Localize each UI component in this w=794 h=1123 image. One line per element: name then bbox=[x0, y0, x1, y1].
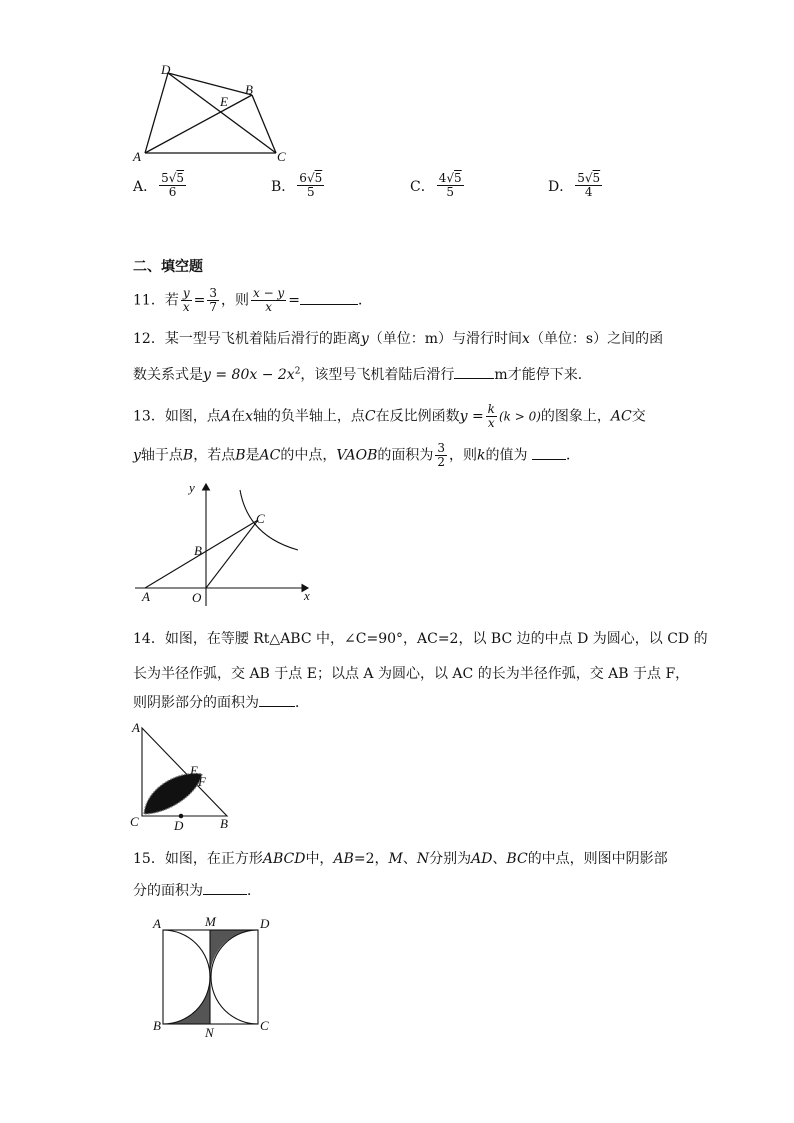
q15-label-d: D bbox=[260, 916, 270, 931]
q14-label-b: B bbox=[220, 816, 228, 831]
q13-answer-blank[interactable] bbox=[532, 447, 566, 460]
q13-label-c: C bbox=[256, 511, 265, 526]
q10-label-b: B bbox=[245, 82, 253, 97]
q14-label-e: E bbox=[190, 763, 198, 778]
q15-line-2: 分的面积为 ． bbox=[133, 883, 261, 899]
choice-fraction: $\frac{6√5}{5}$ bbox=[299, 171, 323, 199]
q10-label-a: A bbox=[133, 149, 141, 164]
q13-label-a: A bbox=[142, 589, 150, 604]
q12-line-2: 数关系式是$y = 80x - 2x^2$，该型号飞机着陆后滑行 m才能停下来． bbox=[133, 366, 592, 383]
q15-label-a: A bbox=[153, 916, 161, 931]
q15-figure bbox=[148, 914, 276, 1042]
q14-line-3: 则阴影部分的面积为 ． bbox=[133, 695, 309, 711]
q10-choice-a[interactable] bbox=[133, 172, 188, 199]
q14-shaded-lens bbox=[144, 773, 202, 814]
q11-answer-blank[interactable] bbox=[300, 292, 358, 305]
q13-label-x: x bbox=[304, 588, 310, 603]
q13-hyperbola bbox=[240, 490, 298, 550]
q14-label-a: A bbox=[132, 720, 140, 735]
q14-label-d: D bbox=[174, 818, 184, 832]
section-title: 二、填空题 bbox=[133, 259, 203, 275]
q10-label-e: E bbox=[220, 94, 228, 109]
q13-line-1: 13．如图，点A在x轴的负半轴上，点C在反比例函数y = $\frac{k}{x}$ (k > 0)的图象上，AC交 bbox=[133, 402, 646, 430]
q14-label-c: C bbox=[130, 814, 139, 829]
q13-label-o: O bbox=[192, 590, 202, 605]
q13-segment-oc bbox=[206, 520, 258, 588]
q14-label-f: F bbox=[198, 774, 206, 789]
choice-fraction: $\frac{4√5}{5}$ bbox=[438, 171, 462, 199]
q15-shaded-lower bbox=[163, 977, 210, 1024]
q15-line-1: 15．如图，在正方形ABCD中，AB=2，M、N分别为AD、BC的中点，则图中阴影部 bbox=[133, 851, 668, 867]
q13-line-2: y轴于点B，若点B是AC的中点，VAOB的面积为 $\frac{3}{2}$ ，则k的值为 ． bbox=[133, 441, 580, 469]
q10-label-c: C bbox=[277, 149, 286, 164]
choice-letter: B． bbox=[271, 178, 296, 195]
q15-label-b: B bbox=[153, 1018, 161, 1033]
choice-letter: A． bbox=[133, 178, 158, 195]
q14-answer-blank[interactable] bbox=[259, 694, 295, 707]
choice-letter: C． bbox=[410, 178, 435, 195]
choice-fraction: $\frac{5√5}{6}$ bbox=[161, 171, 185, 199]
q10-label-d: D bbox=[161, 62, 171, 77]
q10-segment-ad bbox=[145, 73, 168, 153]
q14-figure bbox=[128, 718, 238, 832]
q10-figure bbox=[125, 58, 300, 166]
q15-label-c: C bbox=[260, 1018, 269, 1033]
choice-fraction: $\frac{5√5}{4}$ bbox=[577, 171, 601, 199]
q12-answer-blank[interactable] bbox=[454, 366, 494, 379]
q15-answer-blank[interactable] bbox=[203, 882, 247, 895]
choice-letter: D． bbox=[548, 178, 574, 195]
q13-figure bbox=[130, 478, 320, 608]
q12-line-1: 12．某一型号飞机着陆后滑行的距离y（单位：m）与滑行时间x（单位：s）之间的函 bbox=[133, 331, 664, 347]
q10-choice-b[interactable] bbox=[271, 172, 326, 199]
q15-label-m: M bbox=[205, 914, 216, 929]
q10-choice-c[interactable] bbox=[410, 172, 466, 199]
q14-line-1: 14．如图，在等腰 Rt△ABC 中，∠C=90°，AC=2，以 BC 边的中点 D 为圆心，以 CD 的 bbox=[133, 631, 708, 647]
q13-label-y: y bbox=[189, 480, 195, 495]
q14-line-2: 长为半径作弧，交 AB 于点 E；以点 A 为圆心，以 AC 的长为半径作弧，交 AB 于点 F， bbox=[133, 666, 690, 682]
q11-text: 11．若 $\frac{y}{x}$ = $\frac{3}{7}$ ，则 $\frac{x - y}{x}$ = ． bbox=[133, 286, 372, 314]
q10-segment-db bbox=[168, 73, 252, 95]
q10-choice-d[interactable] bbox=[548, 172, 604, 199]
q15-label-n: N bbox=[205, 1025, 214, 1040]
q13-label-b: B bbox=[194, 543, 202, 558]
